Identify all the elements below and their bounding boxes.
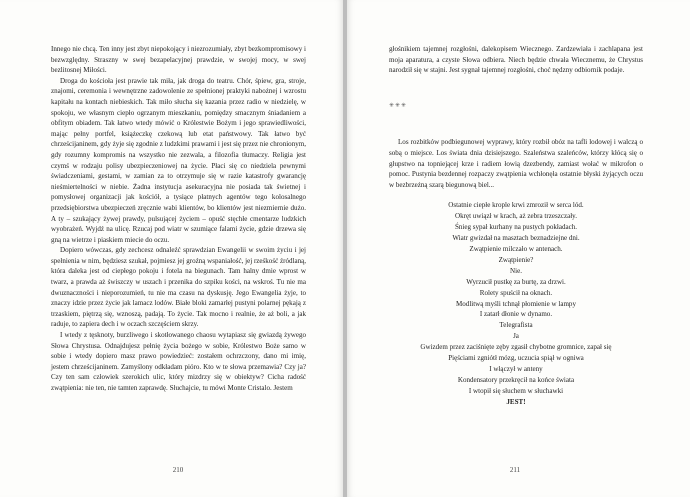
poem-line: Gwizdem przez zaciśnięte zęby zgasił chybotne gromnice, zapał się — [420, 343, 612, 352]
paragraph: głośnikiem tajemnej rozgłośni, dalekopisem Wiecznego. Zardzewiała i zachlapana jest moja aparatura, a czyste Słowa odbiera. Niech będzie chwała Wiecznemu, że Chrystus narodził się w stajni. Jest sygnał tajemnej rozgłośni, choć nędzny odbiornik podaje. — [389, 45, 643, 75]
poem-line: Zwątpienie milczało w antenach. — [469, 244, 563, 253]
poem-line: Telegrafista — [499, 321, 533, 330]
paragraph: Droga do kościoła jest prawie tak miła, jak droga do teatru. Chór, śpiew, gra, stroje, znajomi, ceremonia i wewnętrzne zadowolenie ze spełnionej praktyki nabożnej i wzrostu kapitału na kontach niebieskich. Tak miło słucha się kazania przez radio w niedzielę, w spokoju, we własnym ciepło ogrzanym mieszkaniu, pomiędzy smacznym śniadaniem a obfitym obiadem. Tak łatwo wtedy mówić o Królestwie Bożym i jego sprawiedliwości, mając pełny portfel, książeczkę czekową lub etat państwowy. Tak łatwo być chrześcijaninem, gdy żyje się zgodnie z ludzkimi prawami i jest się przez nie chronionym, gdy rozumny kompromis na wszystko nie zezwala, a filozofia tłumaczy. Religia jest czymś w rodzaju polisy ubezpieczeniowej na życie. Płaci się co niedziela pewnymi świadczeniami, gestami, w zamian za to otrzymuje się w razie katastrofy gwarancję nieśmiertelności w niebie. Żadna instytucja asekuracyjna nie posiada tak świetnej i pomysłowej organizacji jak kościół, a tysiące płatnych agentów tego kolosalnego przedsiębiorstwa ubezpieczeń zręcznie wabi klientów, bo klientów jest niezmiernie dużo. A ty – szukający żywej prawdy, pulsującej życiem – opuść stęchłe cmentarze ludzkich wyobrażeń. Wyjdź na ulicę. Rzucaj pod wiatr w szumiące falami życie, gdzie drzewa się gną na wietrze i piaskiem miecie do oczu. — [51, 76, 306, 244]
poem — [389, 200, 643, 407]
poem-line: Modlitwą myśli tchnął płomienie w lampy — [456, 299, 576, 308]
right-page-text — [389, 44, 643, 408]
poem-line: Kondensatory przekręcił na końce świata — [457, 375, 575, 384]
paragraph: Innego nie chcą. Ten inny jest zbyt niepokojący i niezrozumiały, zbyt bezkompromisowy i bezwzględny. Straszny w swej bezapelacyjnej prawdzie, w swojej mocy, w swej bezlitosnej Miłości. — [51, 45, 306, 75]
poem-line: Okręt uwiązł w krach, aż zebra trzeszczały. — [454, 212, 577, 221]
poem-line: Nie. — [510, 266, 522, 275]
poem-line: Ostatnie ciepłe krople krwi zmroził w serca lód. — [448, 201, 584, 210]
page-number: 211 — [509, 466, 521, 474]
poem-line: I włączył w anteny — [489, 364, 543, 373]
poem-line: Wyrzucił pustkę za burtę, za drzwi. — [466, 277, 566, 286]
poem-line: I zatarł dłonie w dynamo. — [479, 310, 553, 319]
section-separator: ✳✳✳ — [389, 102, 408, 109]
poem-line: Zwątpienie? — [498, 255, 534, 264]
poem-line: Rolety spuścił na oknach. — [479, 288, 553, 297]
paragraph: I wtedy z tęsknoty, burzliwego i skotłowanego chaosu wytapiasz się gwiazdą żywego Słowa Chrystusa. Odnajdujesz pełnię życia bożego w sobie, Królestwo Boże samo w sobie i wtedy dopiero masz prawo powiedzieć: zostałem ochrzczony, dano mi imię, jestem chrześcijaninem. Zamyślony odkładam pióro. Kto w te słowa przemawia? Czy ja? Czy ten sam człowiek szerokich ulic, który mizdrzy się w obiektyw? Cicha radość zwątpienia: nie ten, nie tamten zaprawdę. Słuchajcie, tu mówi Monte Cristalo. Jestem — [51, 331, 306, 392]
paragraph: Dopiero wówczas, gdy zechcesz odnaleźć sprawdzian Ewangelii w swoim życiu i jej spełnienia w nim, będziesz szukał, pojmiesz jej groźną wspaniałość, jej rześkość źródlaną, która daleka jest od ciepłego pokoju i fotela na biegunach. Tam halny dmie wprost w twarz, a prawda aż świszczy w uszach i przenika do szpiku kości, na wskroś. Tu nie ma dwuznaczności i nieporozumień, tu nie ma czasu na dyskusję. Jego Ewangelia żyje, to znaczy idzie przez życie jak lamacz lodów. Białe bloki zamarłej pustyni polarnej pękają z trzaskiem, piętrzą się, wznoszą, padają. To życie. Tak mocno i realnie, że aż boli, a jak raduje, to zapiera dech i w oczach szczęściem skrzy. — [51, 246, 306, 329]
poem-line: Pięściami zgniótł mózg, uczucia spiął w ogniwa — [448, 354, 584, 363]
page-number: 210 — [172, 466, 184, 474]
poem-line: I wtopił się słuchem w słuchawki — [468, 386, 564, 395]
poem-line: Wiatr gwizdał na masztach beznadziejne dni. — [452, 234, 580, 243]
left-page — [0, 0, 343, 497]
poem-line: Śnieg sypał kurhany na pustych pokładach. — [454, 223, 578, 232]
right-page — [347, 0, 690, 497]
poem-line: Ja — [513, 332, 519, 341]
paragraph: Los rozbitków podbiegunowej wyprawy, który rozbił obóz na tafli lodowej i walczą o sobą o miejsce. Los świata dnia dzisiejszego. Szaleństwa szaleńców, którzy kłócą się o głupstwo na topniejącej krze i radiem łowią dzezbendy, zamiast wołać w mikrofon o pomoc. Pustynia bezdennej rozpaczy zwątpienia wchłonęła ostatnie błyski żyjących oczu w bezbrzeżną szarą biegunową biel... — [389, 138, 643, 189]
left-page-text — [51, 44, 306, 394]
poem-final-line: JEST! — [506, 397, 526, 406]
